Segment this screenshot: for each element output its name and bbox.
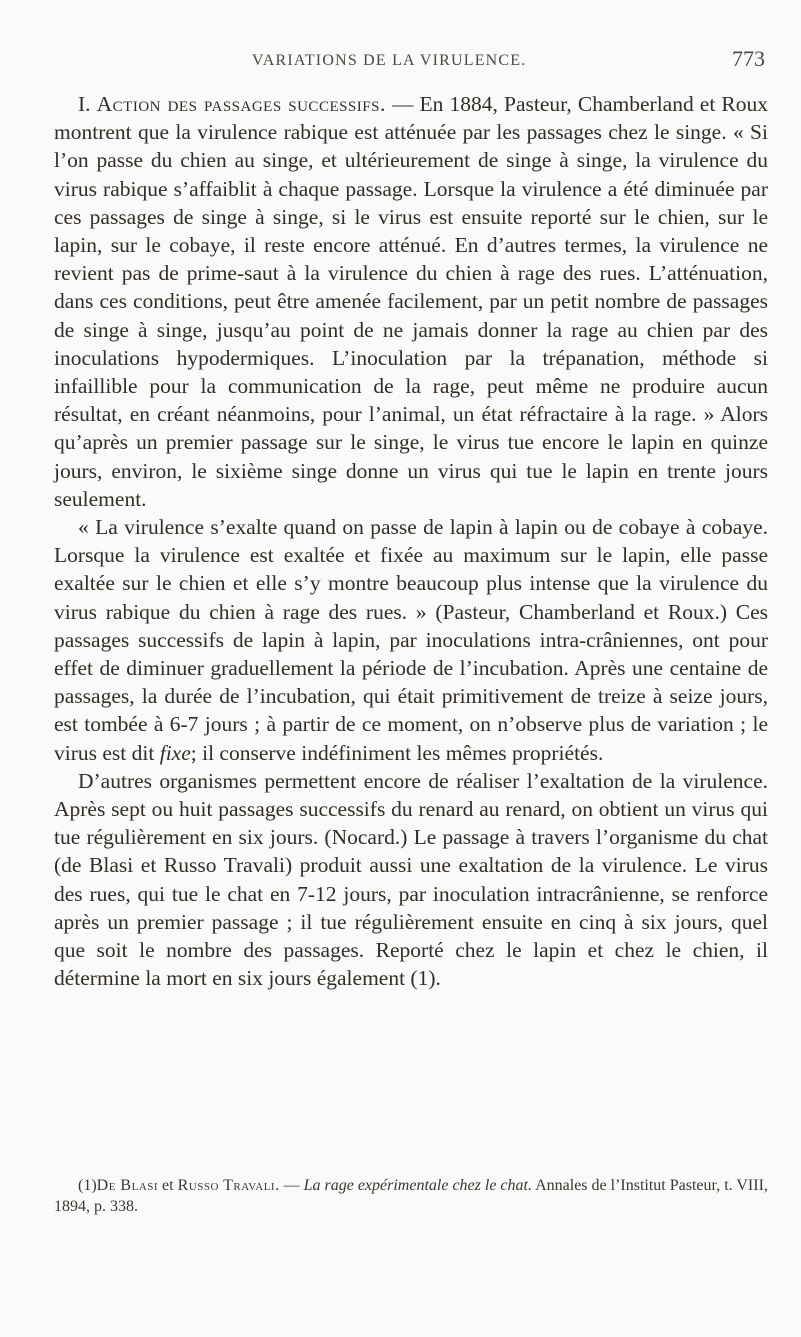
- paragraph-2-end: ; il conserve indéfiniment les mêmes propriétés.: [190, 740, 604, 765]
- footnote-dash: —: [283, 1177, 300, 1194]
- heading-dash: —: [391, 92, 414, 116]
- paragraph-2-italic: fixe: [159, 740, 191, 765]
- footnote-author-2: Russo Travali.: [177, 1177, 280, 1194]
- footnote: [54, 1175, 768, 1217]
- paragraph-2: [54, 513, 768, 767]
- paragraph-1-text: En 1884, Pasteur, Chamberland et Roux montrent que la virulence rabique est atténuée par les passages chez le singe. « Si l’on passe du chien au singe, et ultérieurement de singe à singe, la virulence du virus rabique s’affaiblit à chaque passage. Lorsque la virulence a été diminuée par ces passages de singe à singe, si le virus est ensuite reporté sur le chien, sur le lapin, sur le cobaye, il reste encore atténué. En d’autres termes, la virulence ne revient pas de prime-saut à la virulence du chien à rage des rues. L’atténuation, dans ces conditions, peut être amenée facilement, par un petit nombre de passages de singe à singe, jusqu’au point de ne jamais donner la rage au chien par des inoculations hypodermiques. L’inoculation par la trépanation, méthode si infaillible pour la communication de la rage, peut même ne produire aucun résultat, en créant néanmoins, pour l’animal, un état réfractaire à la rage. » Alors qu’après un premier passage sur le singe, le virus tue encore le lapin en quinze jours, environ, le sixième singe donne un virus qui tue le lapin en trente jours seulement.: [54, 92, 769, 511]
- paragraph-2-text: « La virulence s’exalte quand on passe de lapin à lapin ou de cobaye à cobaye. Lorsque la virulence est exaltée et fixée au maximum sur le lapin, elle passe exaltée sur le chien et elle s’y montre beaucoup plus intense que la virulence du virus rabique du chien à rage des rues. » (Pasteur, Chamberland et Roux.) Ces passages successifs de lapin à lapin, par inoculations intra-crâniennes, ont pour effet de diminuer graduellement la période de l’incubation. Après une centaine de passages, la durée de l’incubation, qui était primitivement de treize à seize jours, est tombée à 6-7 jours ; à partir de ce moment, on n’observe plus de variation ; le virus est dit: [54, 515, 768, 765]
- section-number: I.: [78, 92, 91, 116]
- footnote-citation: Annales de l’Institut Pasteur, t. VIII, 1894, p. 338.: [54, 1177, 768, 1215]
- page-number: 773: [732, 46, 765, 71]
- footnote-author-1: De Blasi: [96, 1177, 159, 1194]
- paragraph-3: D’autres organismes permettent encore de réaliser l’exaltation de la virulence. Après sept ou huit passages successifs du renard au renard, on obtient un virus qui tue régulièrement en six jours. (Nocard.) Le passage à travers l’organisme du chat (de Blasi et Russo Travali) produit aussi une exaltation de la virulence. Le virus des rues, qui tue le chat en 7-12 jours, par inoculation intracrânienne, se renforce après un premier passage ; il tue régulièrement ensuite en cinq à six jours, quel que soit le nombre des passages. Reporté chez le lapin et chez le chien, il détermine la mort en six jours également (1).: [54, 768, 768, 991]
- body-text: [54, 90, 768, 993]
- footnote-et: et: [162, 1177, 174, 1194]
- running-head: VARIATIONS DE LA VIRULENCE.: [252, 52, 527, 69]
- paragraph-1: [54, 90, 768, 513]
- footnote-marker: (1): [78, 1177, 97, 1194]
- section-heading: Action des passages successifs.: [96, 92, 386, 116]
- footnote-title: La rage expérimentale chez le chat.: [303, 1177, 532, 1194]
